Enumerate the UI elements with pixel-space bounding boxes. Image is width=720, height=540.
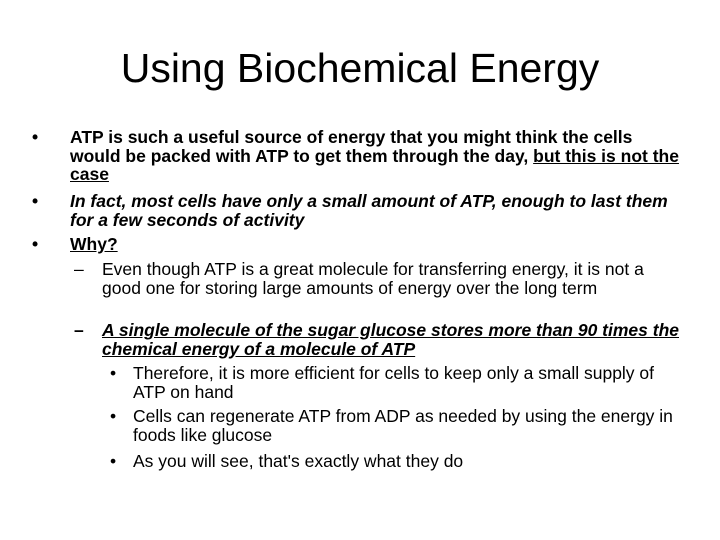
bullet-icon: • <box>32 234 39 254</box>
sub-sub-bullet-text: Therefore, it is more efficient for cells to keep only a small supply of ATP on hand <box>133 363 655 402</box>
dash-icon: – <box>74 259 84 279</box>
bullet-icon: • <box>110 451 117 471</box>
sub-bullet-text: A single molecule of the sugar glucose stores more than 90 times the chemical energy of a molecule of ATP <box>102 320 680 359</box>
bullet-icon: • <box>32 191 39 211</box>
sub-bullet-text: Even though ATP is a great molecule for transferring energy, it is not a good one for storing large amounts of energy over the long term <box>102 259 644 298</box>
sub-sub-bullet-regenerate <box>110 406 680 445</box>
sub-sub-bullet-what-they-do <box>110 451 680 471</box>
sub-bullet-glucose <box>74 320 680 359</box>
bullet-small-amount <box>32 191 680 230</box>
bullet-text: ATP is such a useful source of energy that you might think the cells would be packed with ATP to get them through the day, <box>70 127 633 166</box>
slide-title: Using Biochemical Energy <box>120 45 600 91</box>
bullet-icon: • <box>32 127 39 147</box>
dash-icon: – <box>74 320 84 340</box>
bullet-text: In fact, most cells have only a small amount of ATP, enough to last them for a few seconds of activity <box>70 191 668 230</box>
sub-bullet-not-storage <box>74 259 680 298</box>
bullet-icon: • <box>110 406 117 426</box>
bullet-atp-useful <box>32 127 680 185</box>
bullet-why <box>32 234 680 254</box>
sub-sub-bullet-text: As you will see, that's exactly what they do <box>133 451 464 471</box>
sub-sub-bullet-efficient <box>110 363 680 402</box>
bullet-icon: • <box>110 363 117 383</box>
bullet-text-underlined: but this is not the case <box>70 145 679 185</box>
sub-sub-bullet-text: Cells can regenerate ATP from ADP as needed by using the energy in foods like glucose <box>133 406 673 445</box>
bullet-text: Why? <box>70 234 118 254</box>
